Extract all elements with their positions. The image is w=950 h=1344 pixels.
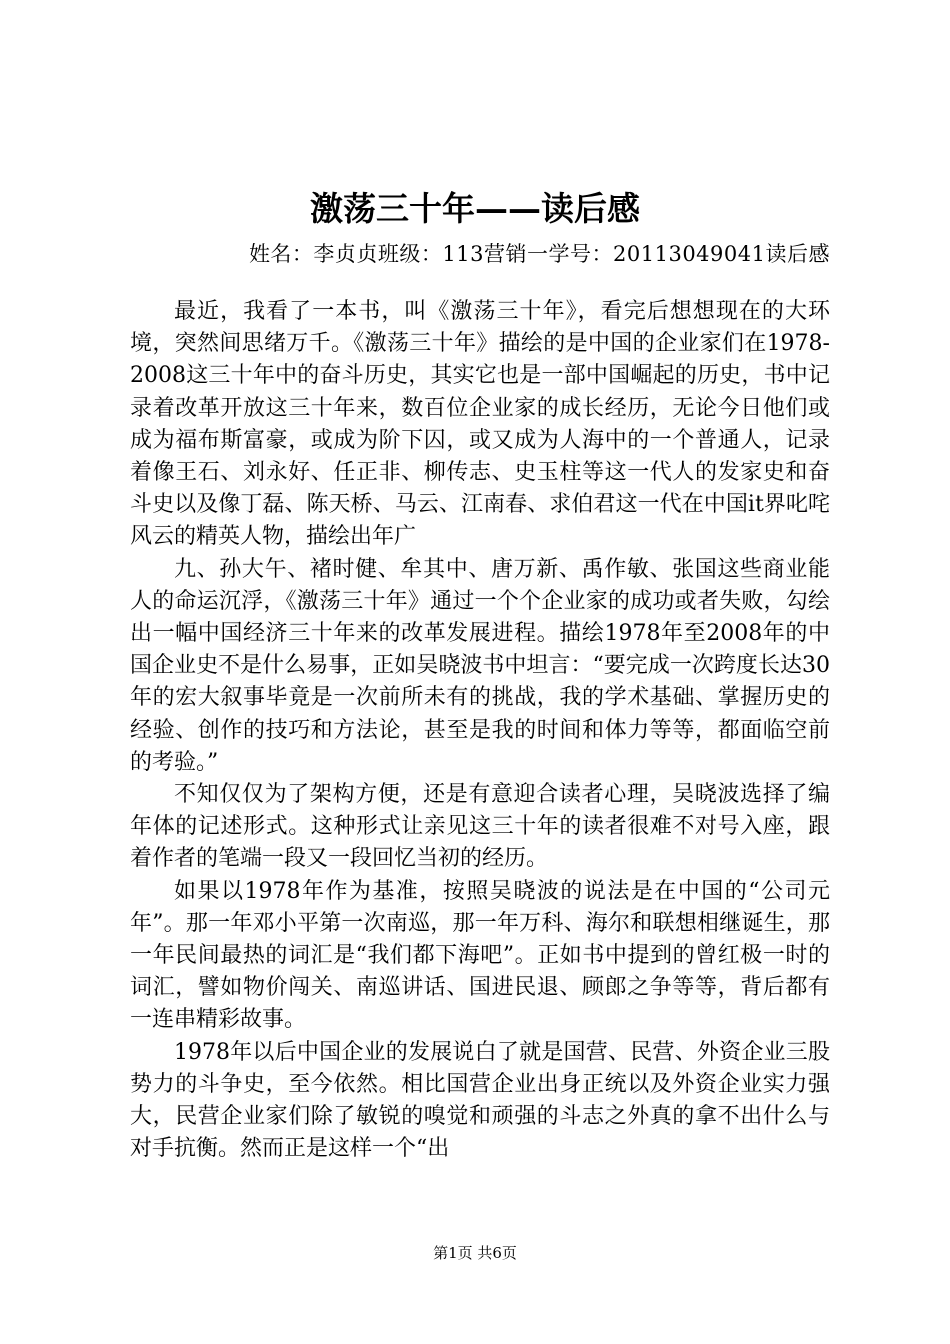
paragraph-2: 九、孙大午、褚时健、牟其中、唐万新、禹作敏、张国这些商业能人的命运沉浮，《激荡三十年》通过一个个企业家的成功或者失败，勾绘出一幅中国经济三十年来的改革发展进程。描绘1978年至2008年的中国企业史不是什么易事，正如吴晓波书中坦言：“要完成一次跨度长达30年的宏大叙事毕竟是一次前所未有的挑战，我的学术基础、掌握历史的经验、创作的技巧和方法论，甚至是我的时间和体力等等，都面临空前的考验。”: [130, 556, 830, 775]
author-info-line: 姓名：李贞贞班级：113营销一学号：20113049041读后感: [248, 242, 830, 266]
document-body: [130, 296, 830, 1165]
paragraph-5: 1978年以后中国企业的发展说白了就是国营、民营、外资企业三股势力的斗争史，至今依然。相比国营企业出身正统以及外资企业实力强大，民营企业家们除了敏锐的嗅觉和顽强的斗志之外真的拿不出什么与对手抗衡。然而正是这样一个“出: [130, 1039, 830, 1162]
page-number-footer: 第1页 共6页: [433, 1244, 517, 1262]
paragraph-1: 最近，我看了一本书，叫《激荡三十年》，看完后想想现在的大环境，突然间思绪万千。《激荡三十年》描绘的是中国的企业家们在1978-2008这三十年中的奋斗历史，其实它也是一部中国崛起的历史，书中记录着改革开放这三十年来，数百位企业家的成长经历，无论今日他们或成为福布斯富豪，或成为阶下囚，或又成为人海中的一个普通人，记录着像王石、刘永好、任正非、柳传志、史玉柱等这一代人的发家史和奋斗史以及像丁磊、陈天桥、马云、江南春、求伯君这一代在中国it界叱咤风云的精英人物，描绘出年广: [130, 299, 830, 550]
paragraph-3: 不知仅仅为了架构方便，还是有意迎合读者心理，吴晓波选择了编年体的记述形式。这种形式让亲见这三十年的读者很难不对号入座，跟着作者的笔端一段又一段回忆当初的经历。: [130, 782, 830, 872]
paragraph-4: 如果以1978年作为基准，按照吴晓波的说法是在中国的“公司元年”。那一年邓小平第一次南巡，那一年万科、海尔和联想相继诞生，那一年民间最热的词汇是“我们都下海吧”。正如书中提到的曾红极一时的词汇，譬如物价闯关、南巡讲话、国进民退、顾郎之争等等，背后都有一连串精彩故事。: [130, 878, 830, 1033]
document-title: 激荡三十年——读后感: [310, 189, 640, 228]
